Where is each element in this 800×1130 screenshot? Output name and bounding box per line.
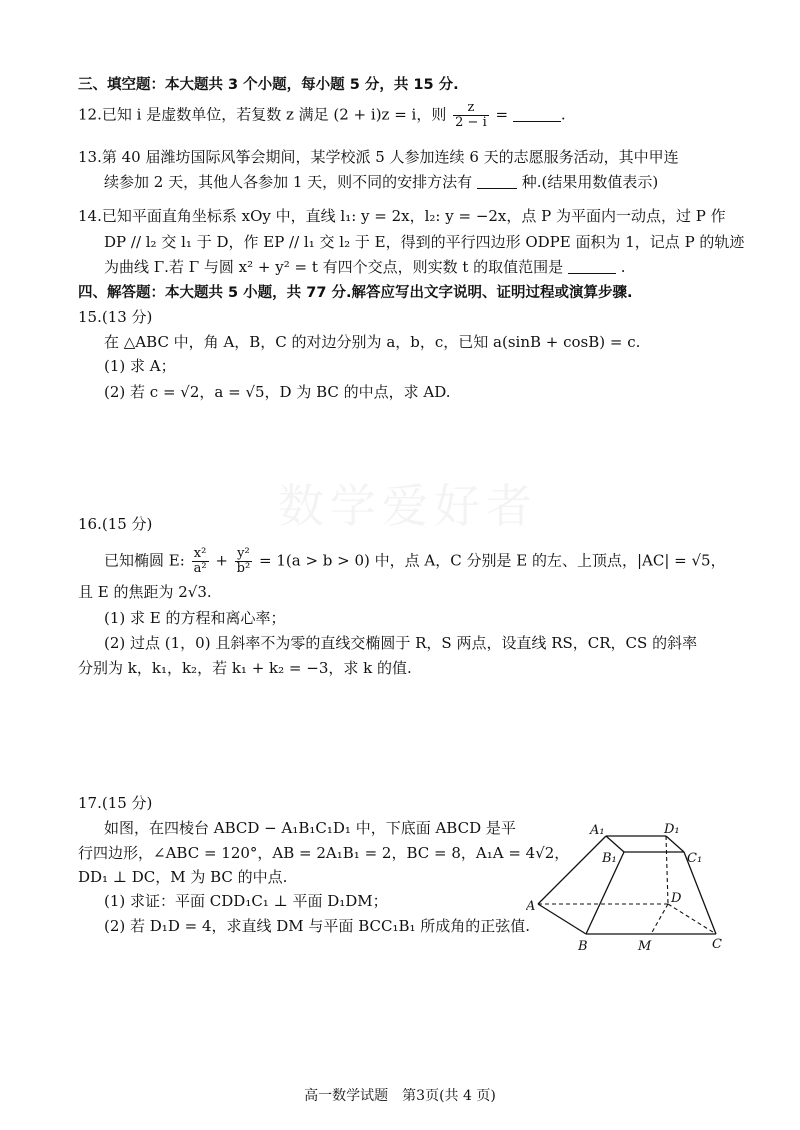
q16-part1: (1) 求 E 的方程和离心率；	[104, 609, 286, 627]
q16-frac-y-den: b²	[236, 561, 251, 576]
edge-dc-hidden	[668, 904, 716, 934]
q12-text: 12.已知 i 是虚数单位，若复数 z 满足 (2 + i)z = i，则	[78, 105, 447, 124]
q16-stem2: 且 E 的焦距为 2√3.	[78, 583, 212, 601]
page-footer: 高一数学试题 第3页(共 4 页)	[304, 1088, 496, 1104]
label-a1: A₁	[590, 823, 605, 838]
q16-stem-post: = 1(a > b > 0) 中，点 A，C 分别是 E 的左、上顶点，|AC| = √5，	[259, 551, 726, 570]
q16-frac-x-den: a²	[193, 561, 207, 576]
q16-frac-x-num: x²	[192, 547, 209, 562]
edge-d1c1	[666, 836, 684, 852]
q16-frac-y	[235, 547, 253, 576]
q14-answer-blank	[568, 259, 616, 274]
edge-dm-hidden	[651, 904, 668, 934]
q14-line1: 14.已知平面直角坐标系 xOy 中，直线 l₁: y = 2x，l₂: y = −2x，点 P 为平面内一动点，过 P 作	[78, 207, 726, 225]
label-b1: B₁	[602, 851, 617, 866]
q16-title: 16.(15 分)	[78, 515, 153, 533]
q14-line3	[104, 256, 626, 278]
q12-frac-den: 2 − i	[455, 115, 487, 130]
edge-dd1-hidden	[666, 836, 668, 904]
q16-part2-line1: (2) 过点 (1，0) 且斜率不为零的直线交椭圆于 R，S 两点，设直线 RS，CR，CS 的斜率	[104, 634, 698, 652]
label-c1: C₁	[687, 851, 703, 866]
watermark: 数学爱好者	[278, 479, 538, 533]
label-m: M	[638, 939, 652, 954]
section3-header: 三、填空题：本大题共 3 个小题，每小题 5 分，共 15 分.	[78, 77, 459, 93]
q15-part1: (1) 求 A；	[104, 357, 176, 375]
label-b: B	[578, 939, 588, 954]
q15-part2: (2) 若 c = √2，a = √5，D 为 BC 的中点，求 AD.	[104, 383, 451, 401]
q17-title: 17.(15 分)	[78, 794, 153, 812]
edge-aa1	[538, 836, 606, 904]
label-d: D	[671, 891, 682, 906]
q15-stem: 在 △ABC 中，角 A，B，C 的对边分别为 a，b，c，已知 a(sinB + cosB) = c.	[104, 333, 641, 351]
q17-line2: 行四边形，∠ABC = 120°，AB = 2A₁B₁ = 2，BC = 8，A₁A = 4√2，	[78, 844, 570, 862]
q12-answer-blank	[513, 107, 561, 122]
q17-part1: (1) 求证：平面 CDD₁C₁ ⊥ 平面 D₁DM；	[104, 892, 388, 910]
q14-line2: DP // l₂ 交 l₁ 于 D，作 EP // l₁ 交 l₂ 于 E，得到的平行四边形 ODPE 面积为 1，记点 P 的轨迹	[104, 233, 745, 251]
q13-line2-post: 种.(结果用数值表示)	[521, 173, 659, 191]
q15-title: 15.(13 分)	[78, 308, 153, 326]
q13-line2-pre: 续参加 2 天，其他人各参加 1 天，则不同的安排方法有	[104, 173, 473, 191]
q16-frac-x	[192, 547, 209, 576]
label-c: C	[712, 937, 722, 952]
q12-equals: =	[495, 105, 509, 124]
edge-a1b1	[606, 836, 624, 852]
q12-frac-num: z	[453, 101, 489, 116]
q13-line2	[104, 171, 658, 193]
q16-stem-pre: 已知椭圆 E:	[104, 551, 185, 570]
q16-part2-line2: 分别为 k，k₁，k₂，若 k₁ + k₂ = −3，求 k 的值.	[78, 659, 412, 677]
q12-fraction	[453, 101, 489, 130]
q16-stem	[104, 547, 726, 576]
q14-line3-pre: 为曲线 Γ.若 Γ 与圆 x² + y² = t 有四个交点，则实数 t 的取值范围是	[104, 258, 564, 276]
q16-frac-y-num: y²	[235, 547, 253, 562]
question-12: 12.已知 i 是虚数单位，若复数 z 满足 (2 + i)z = i，则 $\frac{z}{2 - i}$ = .	[78, 100, 566, 130]
q17-part2: (2) 若 D₁D = 4，求直线 DM 与平面 BCC₁B₁ 所成角的正弦值.	[104, 917, 531, 935]
q17-line1: 如图，在四棱台 ABCD − A₁B₁C₁D₁ 中，下底面 ABCD 是平	[104, 819, 516, 837]
q13-answer-blank	[477, 174, 517, 189]
section4-header: 四、解答题：本大题共 5 小题，共 77 分.解答应写出文字说明、证明过程或演算步骤.	[78, 285, 633, 301]
frustum-figure	[526, 818, 740, 958]
label-a: A	[526, 899, 536, 914]
edge-ab	[538, 904, 586, 934]
q14-line3-post: .	[620, 258, 626, 276]
q17-line3: DD₁ ⊥ DC，M 为 BC 的中点.	[78, 868, 288, 886]
q13-line1: 13.第 40 届潍坊国际风筝会期间，某学校派 5 人参加连续 6 天的志愿服务活动，其中甲连	[78, 148, 679, 166]
label-d1: D₁	[664, 822, 680, 837]
q16-plus: +	[215, 551, 228, 570]
